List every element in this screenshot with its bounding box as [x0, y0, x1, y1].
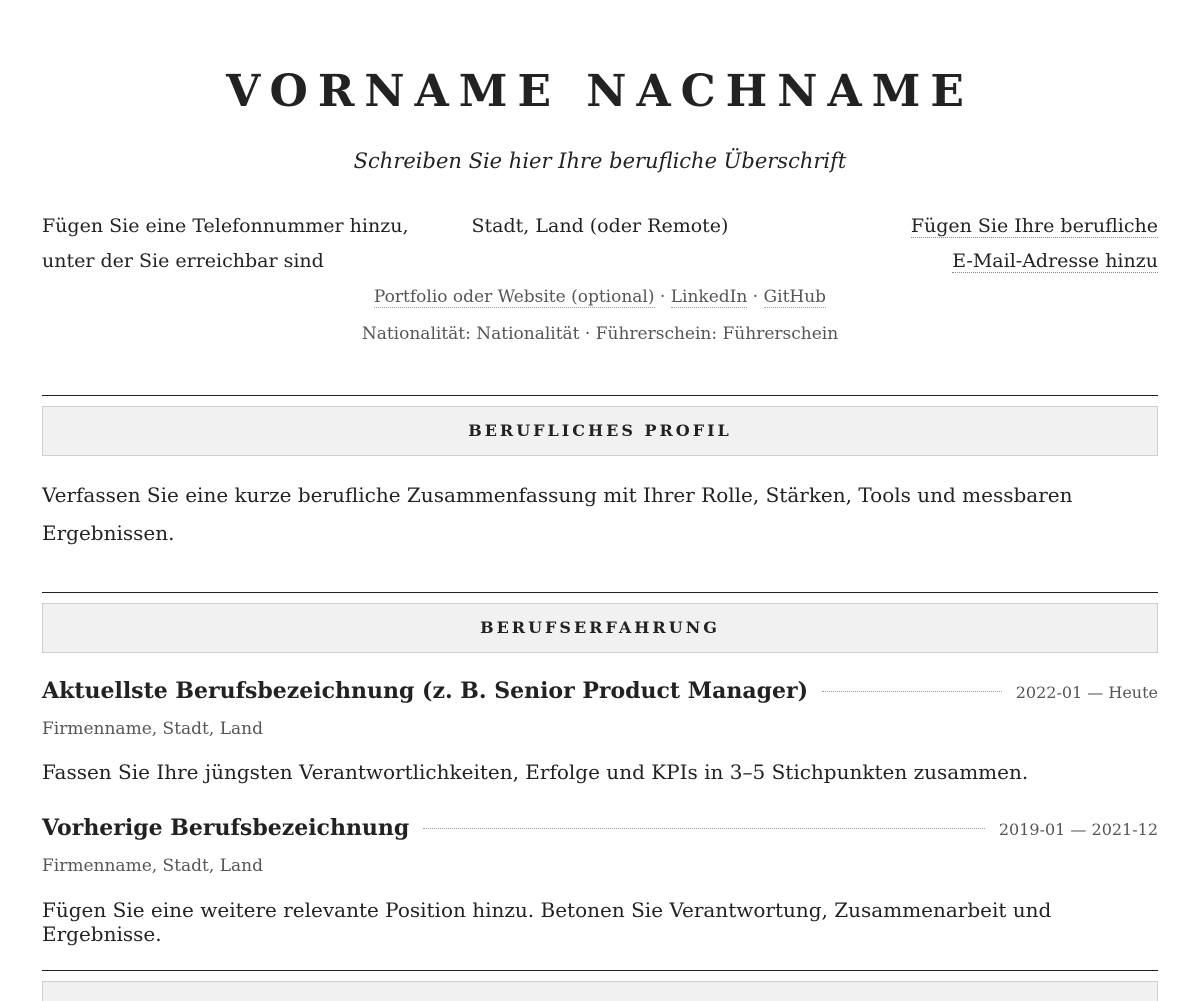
phone-line-1: Fügen Sie eine Telefonnummer hinzu, [42, 215, 409, 237]
dotted-leader [822, 691, 1002, 692]
section-heading-profile: BERUFLICHES PROFIL [42, 406, 1158, 456]
job-company: Firmenname, Stadt, Land [42, 856, 263, 876]
job-entry-header [42, 678, 1158, 708]
job-description: Fügen Sie eine weitere relevante Position hinzu. Betonen Sie Verantwortung, Zusammenarbeit und Ergebnisse. [42, 898, 1052, 946]
job-entry-header [42, 815, 1158, 845]
github-link[interactable]: GitHub [763, 287, 827, 307]
job-company: Firmenname, Stadt, Land [42, 719, 263, 739]
phone-line-2: unter der Sie erreichbar sind [42, 250, 324, 272]
section-divider [42, 395, 1158, 396]
contact-phone [42, 209, 442, 279]
dotted-leader [423, 828, 985, 829]
profile-links [0, 287, 1200, 307]
linkedin-link[interactable]: LinkedIn [670, 287, 748, 307]
email-line-2[interactable]: E-Mail-Adresse hinzu [952, 250, 1158, 272]
professional-headline: Schreiben Sie hier Ihre berufliche Überschrift [353, 149, 847, 173]
location-text: Stadt, Land (oder Remote) [471, 215, 729, 237]
job-title: Vorherige Berufsbezeichnung [42, 815, 410, 841]
personal-details: Nationalität: Nationalität · Führerschein: Führerschein [361, 324, 839, 344]
portfolio-link[interactable]: Portfolio oder Website (optional) [373, 287, 655, 307]
candidate-name: VORNAME NACHNAME [226, 66, 974, 117]
section-divider [42, 592, 1158, 593]
email-line-1[interactable]: Fügen Sie Ihre berufliche [910, 215, 1158, 237]
job-title: Aktuellste Berufsbezeichnung (z. B. Senior Product Manager) [42, 678, 808, 704]
job-dates: 2019-01 — 2021-12 [998, 820, 1158, 839]
section-heading-next [42, 981, 1158, 1001]
link-separator: · [747, 287, 764, 307]
section-divider [42, 970, 1158, 971]
profile-summary: Verfassen Sie eine kurze berufliche Zusammenfassung mit Ihrer Rolle, Stärken, Tools und messbaren Ergebnissen. [42, 483, 1073, 545]
section-heading-experience: BERUFSERFAHRUNG [42, 603, 1158, 653]
contact-location [440, 209, 760, 244]
contact-email[interactable] [758, 209, 1158, 279]
job-description: Fassen Sie Ihre jüngsten Verantwortlichkeiten, Erfolge und KPIs in 3–5 Stichpunkten zusammen. [42, 760, 1029, 784]
job-dates: 2022-01 — Heute [1015, 683, 1158, 702]
link-separator: · [654, 287, 671, 307]
